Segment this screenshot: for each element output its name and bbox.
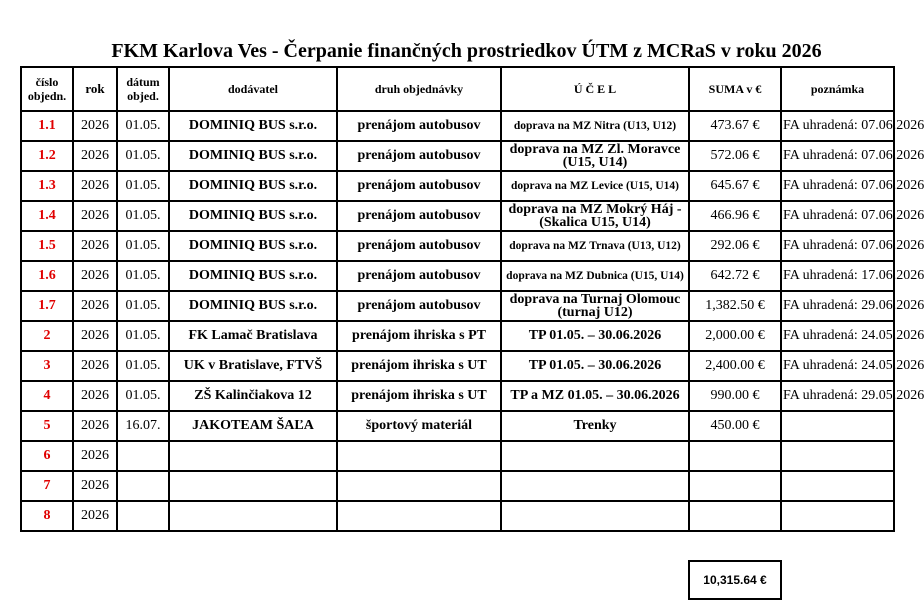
cell-suma: 2,000.00 €	[689, 321, 781, 351]
cell-druh: prenájom autobusov	[337, 141, 501, 171]
cell-ucel: TP a MZ 01.05. – 30.06.2026	[501, 381, 689, 411]
table-row	[21, 171, 894, 201]
cell-ucel: doprava na MZ Levice (U15, U14)	[501, 171, 689, 201]
cell-poznamka: FA uhradená: 07.06.2026	[781, 201, 894, 231]
cell-rok: 2026	[73, 231, 117, 261]
cell-dodavatel: ZŠ Kalinčiakova 12	[169, 381, 337, 411]
cell-datum: 01.05.	[117, 171, 169, 201]
table-row	[21, 291, 894, 321]
header-rok: rok	[73, 67, 117, 111]
table-row	[21, 501, 894, 531]
cell-suma: 450.00 €	[689, 411, 781, 441]
cell-poznamka: FA uhradená: 24.05.2026	[781, 351, 894, 381]
cell-poznamka: FA uhradená: 24.05.2026	[781, 321, 894, 351]
cell-num: 1.6	[21, 261, 73, 291]
cell-suma: 473.67 €	[689, 111, 781, 141]
cell-dodavatel: DOMINIQ BUS s.r.o.	[169, 201, 337, 231]
cell-rok: 2026	[73, 141, 117, 171]
cell-num: 1.2	[21, 141, 73, 171]
cell-dodavatel: DOMINIQ BUS s.r.o.	[169, 111, 337, 141]
cell-druh: prenájom autobusov	[337, 261, 501, 291]
table-row	[21, 441, 894, 471]
header-cislo: číslo objedn.	[21, 67, 73, 111]
cell-ucel: doprava na MZ Nitra (U13, U12)	[501, 111, 689, 141]
cell-num: 6	[21, 441, 73, 471]
cell-druh: prenájom ihriska s UT	[337, 381, 501, 411]
cell-poznamka: FA uhradená: 07.06.2026	[781, 111, 894, 141]
cell-poznamka: FA uhradená: 29.05.2026	[781, 381, 894, 411]
cell-datum: 01.05.	[117, 141, 169, 171]
cell-poznamka	[781, 411, 894, 441]
cell-ucel: doprava na MZ Dubnica (U15, U14)	[501, 261, 689, 291]
cell-poznamka	[781, 471, 894, 501]
cell-datum: 01.05.	[117, 351, 169, 381]
cell-rok: 2026	[73, 201, 117, 231]
cell-datum	[117, 441, 169, 471]
table-row	[21, 111, 894, 141]
cell-druh: športový materiál	[337, 411, 501, 441]
table-row	[21, 381, 894, 411]
cell-ucel: doprava na MZ Zl. Moravce (U15, U14)	[501, 141, 689, 171]
cell-poznamka: FA uhradená: 07.06.2026	[781, 141, 894, 171]
total-box	[688, 560, 782, 600]
cell-ucel: doprava na MZ Trnava (U13, U12)	[501, 231, 689, 261]
cell-datum	[117, 471, 169, 501]
cell-poznamka: FA uhradená: 29.06.2026	[781, 291, 894, 321]
cell-poznamka	[781, 441, 894, 471]
cell-suma	[689, 501, 781, 531]
header-suma: SUMA v €	[689, 67, 781, 111]
table-row	[21, 351, 894, 381]
cell-rok: 2026	[73, 261, 117, 291]
table-row	[21, 201, 894, 231]
cell-num: 4	[21, 381, 73, 411]
total-sum: 10,315.64 €	[689, 561, 781, 599]
header-row	[21, 67, 894, 111]
cell-num: 5	[21, 411, 73, 441]
cell-dodavatel: FK Lamač Bratislava	[169, 321, 337, 351]
cell-datum: 01.05.	[117, 111, 169, 141]
cell-dodavatel	[169, 501, 337, 531]
cell-rok: 2026	[73, 441, 117, 471]
cell-dodavatel: DOMINIQ BUS s.r.o.	[169, 291, 337, 321]
cell-ucel	[501, 441, 689, 471]
cell-poznamka: FA uhradená: 17.06.2026	[781, 261, 894, 291]
cell-suma: 466.96 €	[689, 201, 781, 231]
cell-num: 1.1	[21, 111, 73, 141]
cell-poznamka	[781, 501, 894, 531]
cell-rok: 2026	[73, 471, 117, 501]
cell-rok: 2026	[73, 411, 117, 441]
cell-poznamka: FA uhradená: 07.06.2026	[781, 231, 894, 261]
cell-suma	[689, 471, 781, 501]
cell-suma	[689, 441, 781, 471]
cell-num: 1.3	[21, 171, 73, 201]
header-dodavatel: dodávatel	[169, 67, 337, 111]
cell-poznamka: FA uhradená: 07.06.2026	[781, 171, 894, 201]
cell-datum: 01.05.	[117, 261, 169, 291]
cell-dodavatel: DOMINIQ BUS s.r.o.	[169, 261, 337, 291]
expense-table	[20, 66, 924, 532]
cell-ucel: TP 01.05. – 30.06.2026	[501, 321, 689, 351]
cell-rok: 2026	[73, 111, 117, 141]
table-row	[21, 141, 894, 171]
cell-datum: 01.05.	[117, 231, 169, 261]
cell-suma: 572.06 €	[689, 141, 781, 171]
cell-num: 3	[21, 351, 73, 381]
cell-rok: 2026	[73, 351, 117, 381]
header-datum: dátum objed.	[117, 67, 169, 111]
cell-rok: 2026	[73, 171, 117, 201]
cell-dodavatel	[169, 441, 337, 471]
cell-suma: 2,400.00 €	[689, 351, 781, 381]
cell-dodavatel: JAKOTEAM ŠAĽA	[169, 411, 337, 441]
cell-datum: 01.05.	[117, 201, 169, 231]
cell-datum: 01.05.	[117, 291, 169, 321]
table-row	[21, 411, 894, 441]
cell-dodavatel: UK v Bratislave, FTVŠ	[169, 351, 337, 381]
cell-num: 1.5	[21, 231, 73, 261]
cell-suma: 292.06 €	[689, 231, 781, 261]
cell-dodavatel: DOMINIQ BUS s.r.o.	[169, 231, 337, 261]
cell-rok: 2026	[73, 291, 117, 321]
cell-ucel: doprava na Turnaj Olomouc (turnaj U12)	[501, 291, 689, 321]
cell-ucel	[501, 501, 689, 531]
cell-ucel	[501, 471, 689, 501]
cell-rok: 2026	[73, 381, 117, 411]
table-row	[21, 471, 894, 501]
cell-suma: 990.00 €	[689, 381, 781, 411]
cell-druh	[337, 501, 501, 531]
table-row	[21, 321, 894, 351]
table-row	[21, 231, 894, 261]
cell-dodavatel: DOMINIQ BUS s.r.o.	[169, 141, 337, 171]
cell-druh: prenájom autobusov	[337, 231, 501, 261]
cell-dodavatel	[169, 471, 337, 501]
cell-num: 2	[21, 321, 73, 351]
cell-druh: prenájom autobusov	[337, 111, 501, 141]
header-ucel: Ú Č E L	[501, 67, 689, 111]
cell-druh	[337, 471, 501, 501]
document-title: FKM Karlova Ves - Čerpanie finančných prostriedkov ÚTM z MCRaS v roku 2026	[111, 40, 822, 62]
cell-num: 8	[21, 501, 73, 531]
cell-druh: prenájom autobusov	[337, 171, 501, 201]
table-row	[21, 261, 894, 291]
cell-datum: 16.07.	[117, 411, 169, 441]
cell-ucel: Trenky	[501, 411, 689, 441]
cell-druh	[337, 441, 501, 471]
cell-dodavatel: DOMINIQ BUS s.r.o.	[169, 171, 337, 201]
cell-num: 7	[21, 471, 73, 501]
cell-num: 1.7	[21, 291, 73, 321]
header-poznamka: poznámka	[781, 67, 894, 111]
cell-datum	[117, 501, 169, 531]
cell-datum: 01.05.	[117, 381, 169, 411]
cell-rok: 2026	[73, 321, 117, 351]
cell-suma: 642.72 €	[689, 261, 781, 291]
cell-suma: 645.67 €	[689, 171, 781, 201]
cell-suma: 1,382.50 €	[689, 291, 781, 321]
cell-rok: 2026	[73, 501, 117, 531]
cell-datum: 01.05.	[117, 321, 169, 351]
cell-druh: prenájom ihriska s UT	[337, 351, 501, 381]
header-druh: druh objednávky	[337, 67, 501, 111]
cell-ucel: TP 01.05. – 30.06.2026	[501, 351, 689, 381]
cell-ucel: doprava na MZ Mokrý Háj - (Skalica U15, U14)	[501, 201, 689, 231]
cell-druh: prenájom autobusov	[337, 291, 501, 321]
cell-druh: prenájom autobusov	[337, 201, 501, 231]
cell-druh: prenájom ihriska s PT	[337, 321, 501, 351]
cell-num: 1.4	[21, 201, 73, 231]
